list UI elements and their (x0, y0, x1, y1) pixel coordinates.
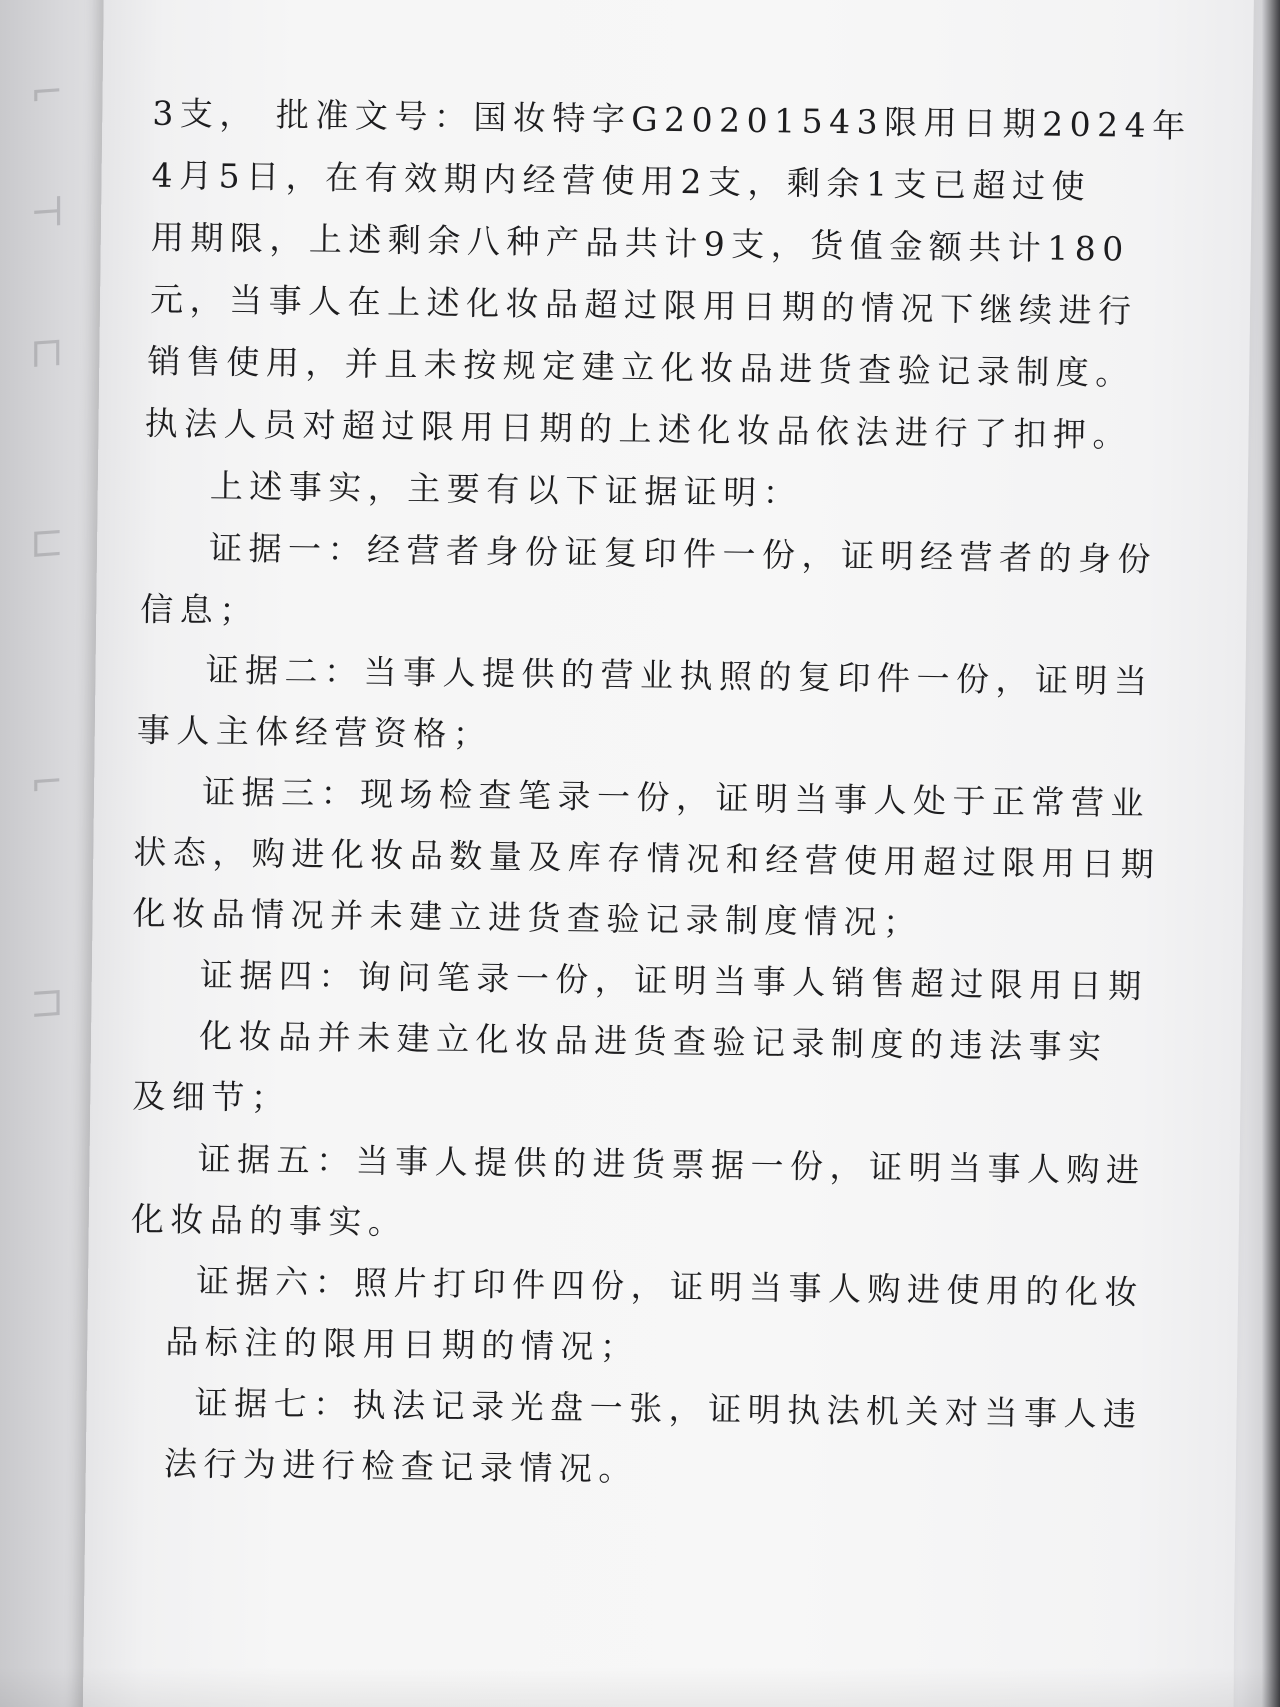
text-line: 品标注的限用日期的情况； (165, 1321, 640, 1367)
text-line: 执法人员对超过限用日期的上述化妆品依法进行了扣押。 (144, 403, 1133, 455)
bleed-through-mark: ⊣ (30, 188, 65, 238)
bleed-through-mark: ⊐ (30, 978, 64, 1028)
text-line: 元，当事人在上述化妆品超过限用日期的情况下继续进行 (149, 279, 1138, 331)
paragraph-intro: 上述事实，主要有以下证据证明： (209, 466, 803, 513)
bleed-through-mark: ⌐ (30, 758, 64, 808)
evidence-item: 证据二：当事人提供的营业执照的复印件一份，证明当 (205, 650, 1154, 701)
text-line: 销售使用，并且未按规定建立化妆品进货查验记录制度。 (147, 341, 1136, 393)
text-line: 状态，购进化妆品数量及库存情况和经营使用超过限用日期 (133, 832, 1161, 884)
text-line: 事人主体经营资格； (136, 710, 493, 754)
evidence-item: 证据七：执法记录光盘一张，证明执法机关对当事人违 (194, 1383, 1143, 1434)
text-line: 化妆品并未建立化妆品进货查验记录制度的违法事实 (198, 1016, 1108, 1067)
text-line: 4月5日，在有效期内经营使用2支，剩余1支已超过使 (151, 155, 1092, 207)
document-body (82, 0, 1253, 1707)
evidence-item: 证据三：现场检查笔录一份，证明当事人处于正常营业 (201, 772, 1151, 823)
evidence-item: 证据一：经营者身份证复印件一份，证明经营者的身份 (208, 528, 1158, 579)
bleed-through-mark: ⊓ (30, 328, 64, 378)
text-line: 及细节； (132, 1076, 291, 1118)
text-line: 化妆品情况并未建立进货查验记录制度情况； (132, 893, 923, 943)
text-line: 用期限，上述剩余八种产品共计9支，货值金额共计180 (150, 217, 1131, 269)
text-line: 化妆品的事实。 (130, 1199, 408, 1242)
text-line: 3支， 批准文号：国妆特字G20201543限用日期2024年 (152, 93, 1192, 146)
evidence-item: 证据六：照片打印件四份，证明当事人购进使用的化妆 (195, 1261, 1145, 1312)
evidence-item: 证据五：当事人提供的进货票据一份，证明当事人购进 (197, 1139, 1146, 1190)
bleed-through-mark: ⊏ (30, 518, 64, 568)
text-line: 法行为进行检查记录情况。 (163, 1443, 639, 1489)
text-line: 信息； (140, 589, 260, 630)
document-page (82, 0, 1253, 1707)
evidence-item: 证据四：询问笔录一份，证明当事人销售超过限用日期 (199, 955, 1149, 1006)
bleed-through-mark: ⌐ (30, 68, 64, 118)
